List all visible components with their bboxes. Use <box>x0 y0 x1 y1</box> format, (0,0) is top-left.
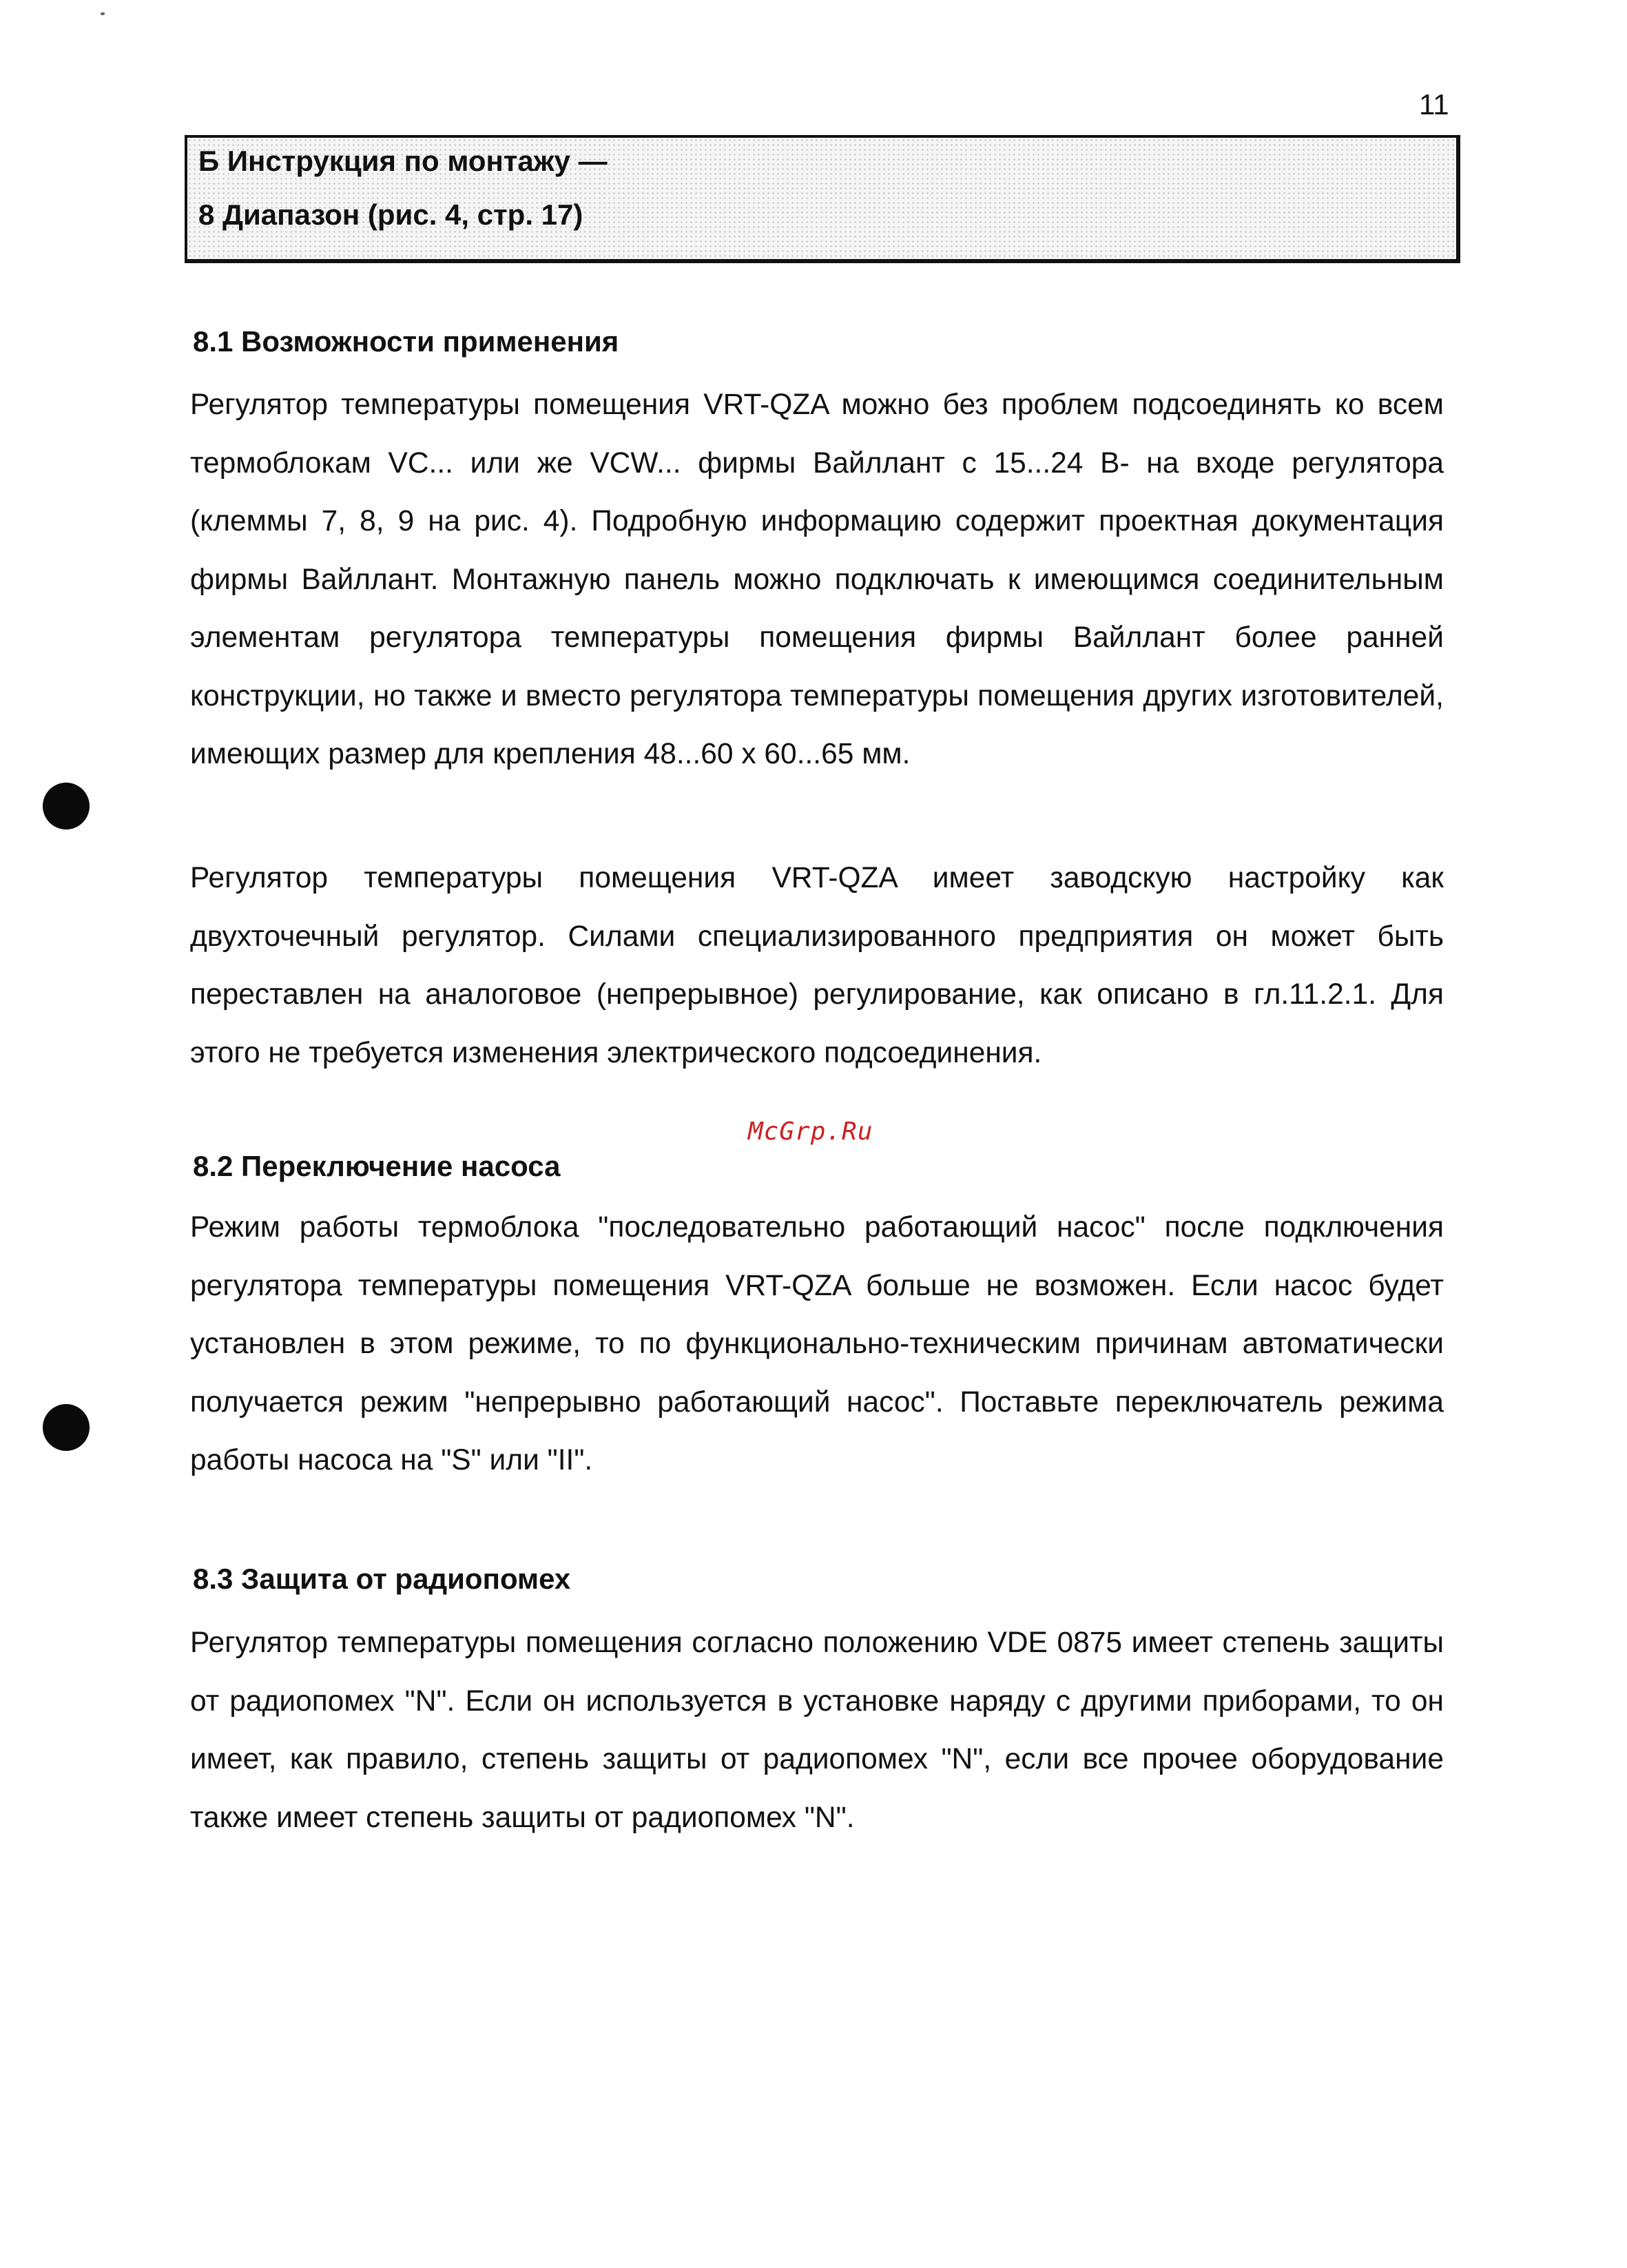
header-line-2: 8 Диапазон (рис. 4, стр. 17) <box>198 198 583 231</box>
paragraph-8-3: Регулятор температуры помещения согласно положению VDE 0875 имеет степень защиты от радиопомех "N". Если он используется в установке наряду с другими приборами, то он имеет, как правило, степень защиты от радиопомех "N", если все прочее оборудование также имеет степень защиты от радиопомех "N". <box>190 1627 1444 1834</box>
paragraph-8-1-b: Регулятор температуры помещения VRT-QZA имеет заводскую настройку как двухточечный регулятор. Силами специализированного предприятия он может быть переставлен на аналоговое (непрерывное) регулирование, как описано в гл.11.2.1. Для этого не требуется изменения электрического подсоединения. <box>190 862 1444 1069</box>
page-number: 11 <box>1419 88 1449 121</box>
section-title-8-2: 8.2 Переключение насоса <box>193 1150 561 1182</box>
section-title-8-1: 8.1 Возможности применения <box>193 325 619 358</box>
paragraph-8-2: Режим работы термоблока "последовательно работающий насос" после подключения регулятора температуры помещения VRT-QZA больше не возможен. Если насос будет установлен в этом режиме, то по функционально-техническим причинам автоматически получается режим "непрерывно работающий насос". Поставьте переключатель режима работы насоса на "S" или "II". <box>190 1211 1444 1476</box>
binder-hole-dot <box>43 783 90 829</box>
watermark: McGrp.Ru <box>748 1117 873 1146</box>
scan-speck <box>101 12 105 15</box>
paragraph-8-1-a: Регулятор температуры помещения VRT-QZA можно без проблем подсоединять ко всем термоблокам VC... или же VCW... фирмы Вайллант с 15...24 В- на входе регулятора (клеммы 7, 8, 9 на рис. 4). Подробную информацию содержит проектная документация фирмы Вайллант. Монтажную панель можно подключать к имеющимся соединительным элементам регулятора температуры помещения фирмы Вайллант более ранней конструкции, но также и вместо регулятора температуры помещения других изготовителей, имеющих размер для крепления 48...60 x 60...65 мм. <box>190 389 1444 770</box>
binder-hole-dot <box>43 1404 90 1451</box>
section-header-box <box>185 135 1460 263</box>
header-line-1: Б Инструкция по монтажу — <box>198 145 608 177</box>
section-title-8-3: 8.3 Защита от радиопомех <box>193 1563 571 1595</box>
